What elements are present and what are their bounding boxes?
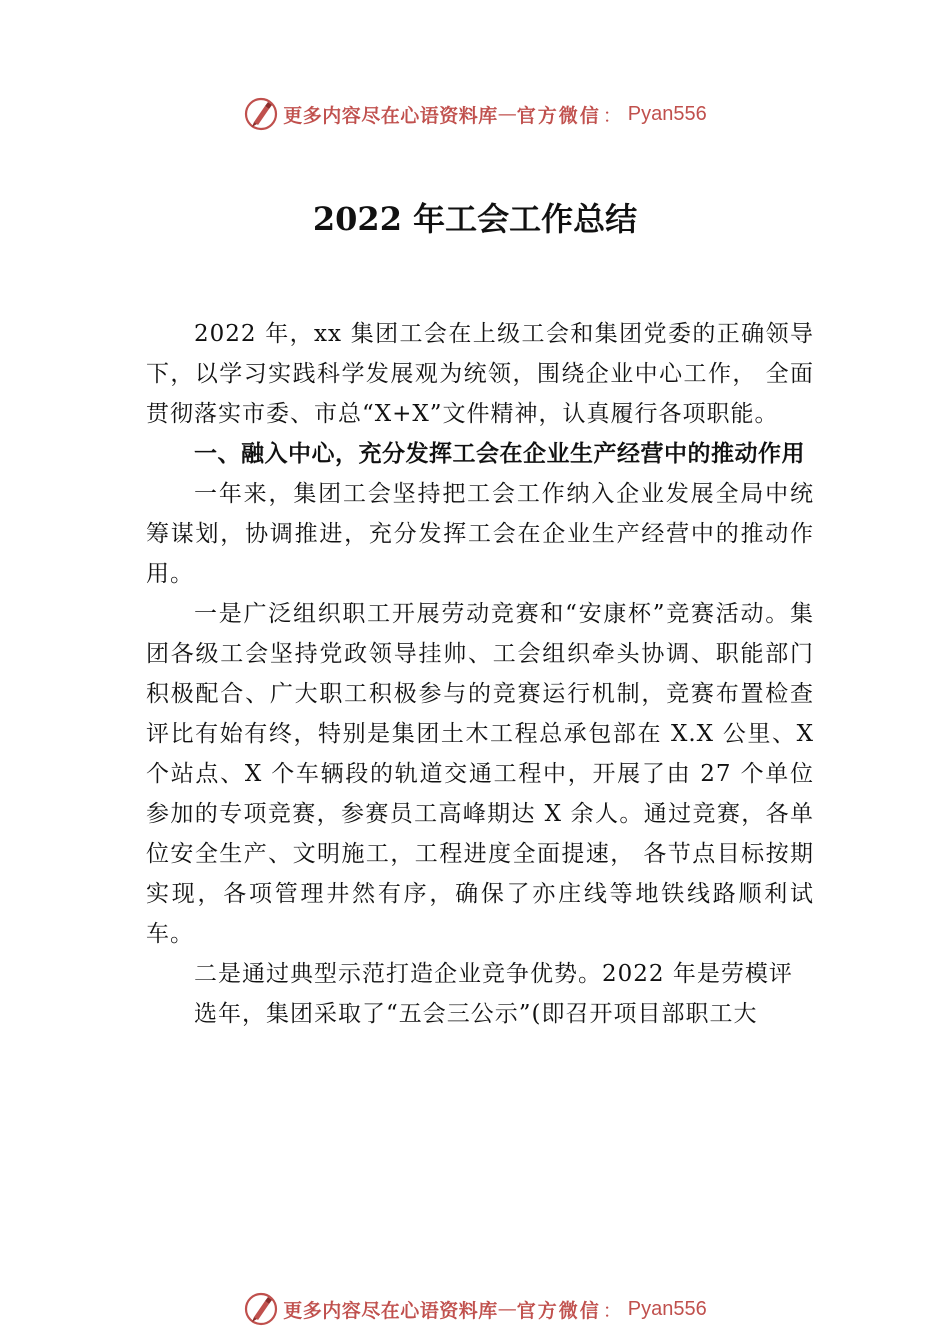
- header-banner: [0, 94, 950, 134]
- document-title: 2022 年工会工作总结: [312, 200, 638, 238]
- banner-account-id: Pyan556: [627, 1297, 707, 1320]
- body-paragraph-line: 二是通过典型示范打造企业竞争优势。2022 年是劳模评: [194, 961, 793, 987]
- banner-label: 官方微信: [516, 104, 601, 127]
- banner-account-id: Pyan556: [627, 102, 707, 125]
- footer-banner-content: [243, 1291, 707, 1327]
- banner-label: 官方微信: [516, 1299, 601, 1322]
- banner-separator: —: [497, 103, 517, 125]
- body-paragraph-line: 选年，集团采取了“五会三公示”(即召开项目部职工大: [194, 1001, 758, 1027]
- banner-separator: —: [497, 1298, 517, 1320]
- banner-slogan: 更多内容尽在心语资料库: [283, 104, 498, 127]
- header-banner-content: [243, 96, 707, 132]
- section-heading: 一、融入中心，充分发挥工会在企业生产经营中的推动作用: [194, 441, 805, 467]
- pen-nib-logo-icon: [243, 1291, 279, 1327]
- banner-slogan: 更多内容尽在心语资料库: [283, 1299, 498, 1322]
- body-paragraph: 一年来，集团工会坚持把工会工作纳入企业发展全局中统筹谋划，协调推进，充分发挥工会在企业生产经营中的推动作用。: [146, 481, 814, 587]
- banner-colon: ：: [602, 1299, 622, 1322]
- footer-banner: [0, 1289, 950, 1329]
- pen-nib-logo-icon: [243, 96, 279, 132]
- document-body: [146, 314, 814, 1034]
- intro-paragraph: 2022 年，xx 集团工会在上级工会和集团党委的正确领导下，以学习实践科学发展观为统领，围绕企业中心工作， 全面贯彻落实市委、市总“X+X”文件精神，认真履行各项职能。: [146, 321, 814, 427]
- body-paragraph: 一是广泛组织职工开展劳动竞赛和“安康杯”竞赛活动。集团各级工会坚持党政领导挂帅、工会组织牵头协调、职能部门积极配合、广大职工积极参与的竞赛运行机制，竞赛布置检查评比有始有终，特别是集团土木工程总承包部在 X.X 公里、X 个站点、X 个车辆段的轨道交通工程中，开展了由 27 个单位参加的专项竞赛，参赛员工高峰期达 X 余人。通过竞赛，各单位安全生产、文明施工，工程进度全面提速， 各节点目标按期实现，各项管理井然有序，确保了亦庄线等地铁线路顺利试车。: [146, 601, 814, 947]
- banner-colon: ：: [602, 104, 622, 127]
